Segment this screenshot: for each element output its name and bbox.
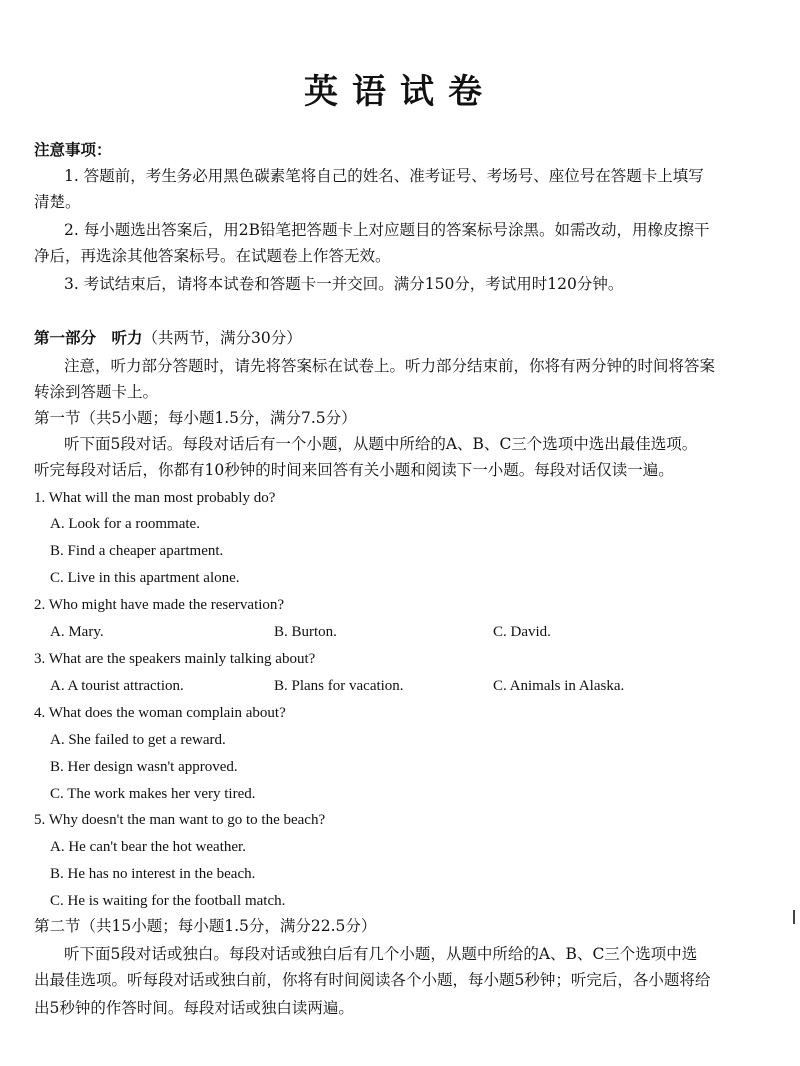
part1-heading-main: 第一部分 听力 <box>34 328 143 347</box>
question-1-option-c: C. Live in this apartment alone. <box>50 570 240 586</box>
question-5-stem: 5. Why doesn't the man want to go to the beach? <box>34 812 326 828</box>
question-2-option-c: C. David. <box>493 624 551 640</box>
part1-intro-line: 注意，听力部分答题时，请先将答案标在试卷上。听力部分结束前，你将有两分钟的时间将答案 <box>64 357 716 375</box>
section1-instruction: 听完每段对话后，你都有10秒钟的时间来回答有关小题和阅读下一小题。每段对话仅读一遍。 <box>34 461 674 479</box>
part1-heading-detail: （共两节，满分30分） <box>142 329 302 347</box>
question-4-option-c: C. The work makes her very tired. <box>50 786 256 802</box>
notice-line: 2. 每小题选出答案后，用2B铅笔把答题卡上对应题目的答案标号涂黑。如需改动，用橡皮擦干 <box>64 221 710 239</box>
question-2-stem: 2. Who might have made the reservation? <box>34 597 285 613</box>
section2-heading: 第二节（共15小题；每小题1.5分，满分22.5分） <box>34 917 377 935</box>
question-3-option-c: C. Animals in Alaska. <box>493 678 625 694</box>
part1-intro-line: 转涂到答题卡上。 <box>34 383 159 401</box>
question-3-option-b: B. Plans for vacation. <box>274 678 404 694</box>
question-4-stem: 4. What does the woman complain about? <box>34 705 286 721</box>
question-4-option-b: B. Her design wasn't approved. <box>50 759 238 775</box>
section1-heading: 第一节（共5小题；每小题1.5分，满分7.5分） <box>34 409 357 427</box>
question-1-option-a: A. Look for a roommate. <box>50 516 200 532</box>
question-3-options <box>50 676 790 696</box>
question-5-option-a: A. He can't bear the hot weather. <box>50 839 246 855</box>
notice-line: 净后，再选涂其他答案标号。在试题卷上作答无效。 <box>34 247 391 265</box>
section2-instruction: 出最佳选项。听每段对话或独白前，你将有时间阅读各个小题，每小题5秒钟；听完后，各小题将给 <box>34 971 711 989</box>
question-5-option-b: B. He has no interest in the beach. <box>50 866 256 882</box>
exam-title: 英语试卷 <box>304 72 496 112</box>
question-1-option-b: B. Find a cheaper apartment. <box>50 543 224 559</box>
section1-instruction: 听下面5段对话。每段对话后有一个小题，从题中所给的A、B、C三个选项中选出最佳选项。 <box>64 435 698 453</box>
question-5-option-c: C. He is waiting for the football match. <box>50 893 286 909</box>
question-3-stem: 3. What are the speakers mainly talking about? <box>34 651 316 667</box>
section2-instruction: 出5秒钟的作答时间。每段对话或独白读两遍。 <box>34 999 354 1017</box>
section2-instruction: 听下面5段对话或独白。每段对话或独白后有几个小题，从题中所给的A、B、C三个选项中选 <box>64 945 698 963</box>
notice-heading: 注意事项： <box>34 140 112 159</box>
part1-heading <box>34 328 774 348</box>
question-2-options <box>50 622 790 642</box>
scan-edge-mark <box>793 910 795 924</box>
notice-line: 3. 考试结束后，请将本试卷和答题卡一并交回。满分150分，考试用时120分钟。 <box>64 275 624 293</box>
question-2-option-a: A. Mary. <box>50 624 104 640</box>
question-3-option-a: A. A tourist attraction. <box>50 678 184 694</box>
notice-line: 清楚。 <box>34 193 81 211</box>
question-4-option-a: A. She failed to get a reward. <box>50 732 226 748</box>
question-2-option-b: B. Burton. <box>274 624 337 640</box>
notice-line: 1. 答题前，考生务必用黑色碳素笔将自己的姓名、准考证号、考场号、座位号在答题卡上填写 <box>64 167 704 185</box>
question-1-stem: 1. What will the man most probably do? <box>34 490 276 506</box>
